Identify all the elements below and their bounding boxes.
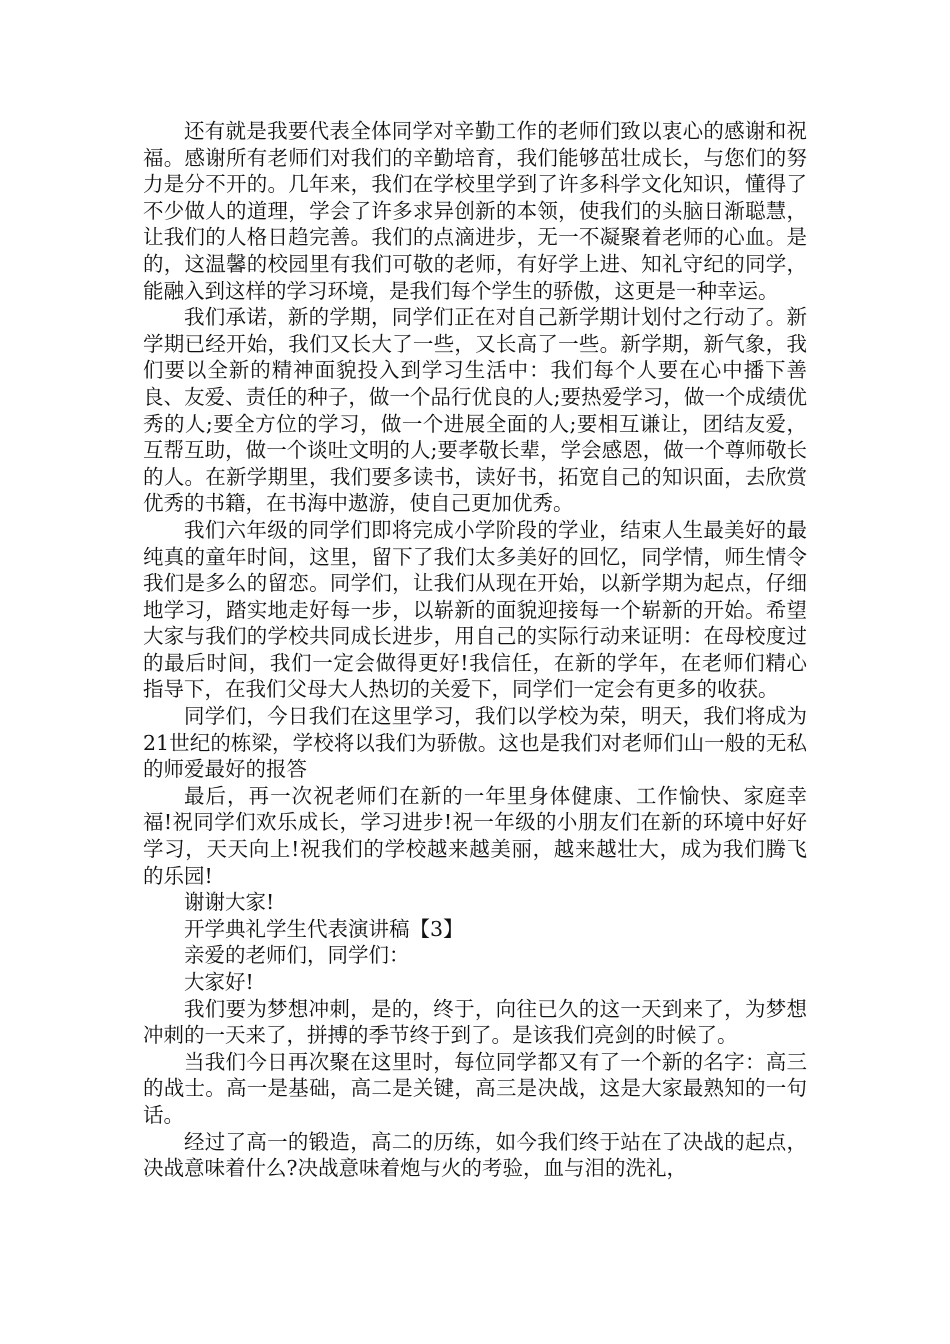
paragraph-7: 当我们今日再次聚在这里时，每位同学都又有了一个新的名字：高三的战士。高一是基础，高二是关键，高三是决战，这是大家最熟知的一句话。 (143, 1049, 807, 1127)
section-title: 开学典礼学生代表演讲稿【3】 (184, 916, 464, 941)
paragraph-1: 还有就是我要代表全体同学对辛勤工作的老师们致以衷心的感谢和祝福。感谢所有老师们对我们的辛勤培育，我们能够茁壮成长，与您们的努力是分不开的。几年来，我们在学校里学到了许多科学文化知识，懂得了不少做人的道理，学会了许多求异创新的本领，使我们的头脑日渐聪慧，让我们的人格日趋完善。我们的点滴进步，无一不凝聚着老师的心血。是的，这温馨的校园里有我们可敬的老师，有好学上进、知礼守纪的同学，能融入到这样的学习环境，是我们每个学生的骄傲，这更是一种幸运。 (143, 119, 807, 303)
greeting: 大家好! (184, 970, 254, 994)
paragraph-6: 我们要为梦想冲刺，是的，终于，向往已久的这一天到来了，为梦想冲刺的一天来了，拼搏的季节终于到了。是该我们亮剑的时候了。 (143, 996, 807, 1048)
paragraph-5: 最后，再一次祝老师们在新的一年里身体健康、工作愉快、家庭幸福!祝同学们欢乐成长，学习进步!祝一年级的小朋友们在新的环境中好好学习，天天向上!祝我们的学校越来越美丽，越来越壮大，成为我们腾飞的乐园! (143, 783, 807, 888)
paragraph-2: 我们承诺，新的学期，同学们正在对自己新学期计划付之行动了。新学期已经开始，我们又长大了一些，又长高了一些。新学期，新气象，我们要以全新的精神面貌投入到学习生活中：我们每个人要在心中播下善良、友爱、责任的种子，做一个品行优良的人;要热爱学习，做一个成绩优秀的人;要全方位的学习，做一个进展全面的人;要相互谦让，团结友爱，互帮互助，做一个谈吐文明的人;要孝敬长辈，学会感恩，做一个尊师敬长的人。在新学期里，我们要多读书，读好书，拓宽自己的知识面，去欣赏优秀的书籍，在书海中遨游，使自己更加优秀。 (143, 305, 807, 516)
paragraph-8: 经过了高一的锻造，高二的历练，如今我们终于站在了决战的起点，决战意味着什么?决战意味着炮与火的考验，血与泪的洗礼， (143, 1129, 807, 1181)
thanks-line: 谢谢大家! (184, 890, 275, 915)
paragraph-4: 同学们，今日我们在这里学习，我们以学校为荣，明天，我们将成为21世纪的栋梁，学校将以我们为骄傲。这也是我们对老师们山一般的无私的师爱最好的报答 (143, 704, 807, 782)
salutation: 亲爱的老师们，同学们： (184, 943, 410, 968)
paragraph-3: 我们六年级的同学们即将完成小学阶段的学业，结束人生最美好的最纯真的童年时间，这里，留下了我们太多美好的回忆，同学情，师生情令我们是多么的留恋。同学们，让我们从现在开始，以新学期为起点，仔细地学习，踏实地走好每一步，以崭新的面貌迎接每一个崭新的开始。希望大家与我们的学校共同成长进步，用自己的实际行动来证明：在母校度过的最后时间，我们一定会做得更好!我信任，在新的学年，在老师们精心指导下，在我们父母大人热切的关爱下，同学们一定会有更多的收获。 (143, 517, 807, 702)
document-body (143, 118, 807, 1182)
